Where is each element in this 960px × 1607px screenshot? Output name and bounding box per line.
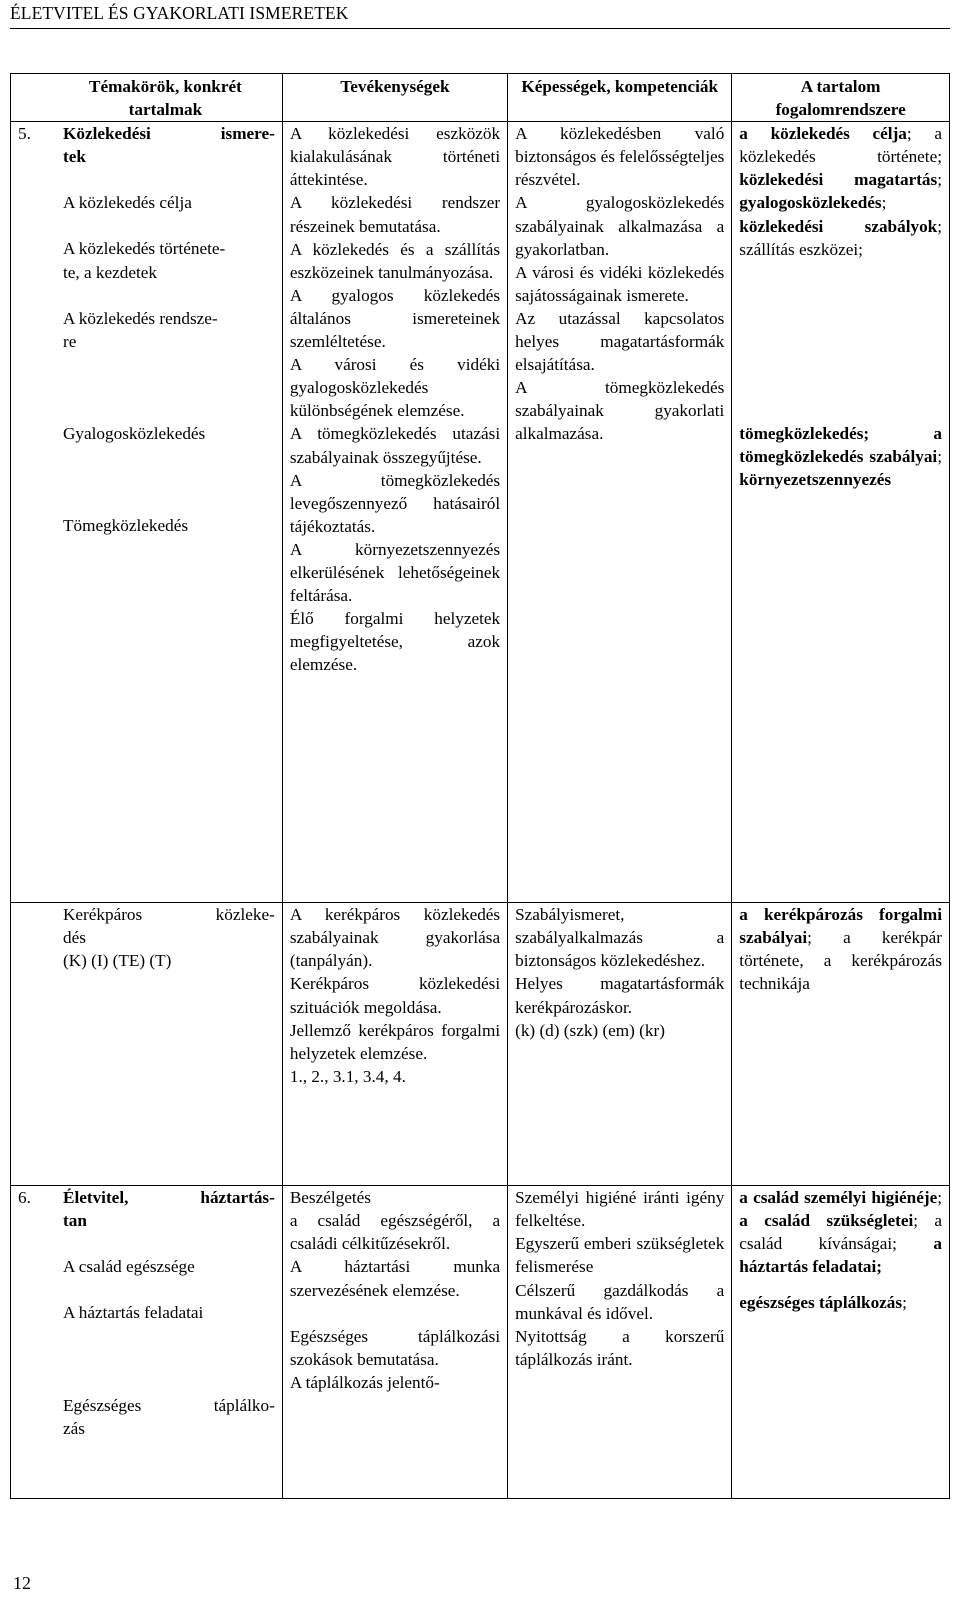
- topic-cell: [11, 1186, 283, 1499]
- table-row: [11, 1186, 950, 1499]
- column-header-skills: Képességek, kompetenciák: [508, 74, 732, 122]
- activity-item: A városi és vidéki gyalogosközlekedés különbségének elemzése.: [289, 355, 501, 421]
- activity-item: Élő forgalmi helyzetek megfigyeltetése, azok elemzése.: [289, 609, 501, 675]
- concepts-cell: [732, 1186, 950, 1499]
- skill-item: A gyalogosközlekedés szabályainak alkalmazása a gyakorlatban.: [515, 193, 725, 259]
- activity-item: A közlekedési eszközök kialakulásának történeti áttekintése.: [289, 124, 501, 190]
- activity-item: A gyalogos közlekedés általános ismereteinek szemléltetése.: [289, 285, 501, 352]
- skill-item: Szabályismeret, szabályalkalmazás a biztonságos közlekedéshez.: [515, 905, 725, 971]
- header-rule: [10, 28, 950, 29]
- page-number: 12: [13, 1573, 31, 1593]
- skills-cell: [508, 1186, 732, 1499]
- topic-item: A közlekedés célja: [63, 193, 192, 213]
- activity-item: A tömegközlekedés levegőszennyező hatásairól tájékoztatás.: [289, 470, 501, 536]
- concept-text: [739, 903, 942, 995]
- topic-item-cont: zás: [63, 1418, 85, 1438]
- concept-text: [739, 422, 942, 491]
- concept-text-plain: a kerékpár története, a kerékpározás technikája: [739, 928, 943, 994]
- table-row: [11, 122, 950, 903]
- topic-cell: [11, 903, 283, 1186]
- topic-title-cont: tan: [63, 1211, 87, 1231]
- concept-text: [739, 122, 942, 261]
- topic-number: 6.: [18, 1188, 31, 1208]
- skills-cell: [508, 903, 732, 1186]
- concepts-cell: [732, 122, 950, 903]
- column-header-activities: Tevékenységek: [282, 74, 507, 122]
- concept-term: közlekedési szabályok: [739, 216, 938, 236]
- concept-text-plain: ;: [807, 928, 812, 948]
- topic-item: Kerékpáros közleke-: [63, 905, 275, 925]
- activity-item: A háztartási munka szervezésének elemzése.: [289, 1257, 501, 1300]
- concept-term: egészséges táplálkozás: [739, 1292, 903, 1312]
- concept-text-plain: a család kívánságai;: [739, 1211, 943, 1254]
- topic-number: 5.: [18, 124, 31, 144]
- concept-text-plain: ;: [913, 1211, 919, 1231]
- topic-item-cont: dés: [63, 928, 86, 948]
- activity-item: A közlekedési rendszer részeinek bemutatása.: [289, 193, 501, 236]
- concept-text-plain: ; a közlekedés története;: [739, 124, 942, 167]
- concept-text-plain: ;: [937, 446, 942, 466]
- skill-item: (k) (d) (szk) (em) (kr): [515, 1020, 665, 1040]
- skill-item: Helyes magatartásformák kerékpározáskor.: [515, 974, 725, 1017]
- activity-item: A tömegközlekedés utazási szabályainak összegyűjtése.: [289, 424, 501, 467]
- activities-cell: [282, 122, 507, 903]
- skills-cell: [508, 122, 732, 903]
- concept-text: [739, 1291, 942, 1314]
- concept-term: gyalogosközlekedés: [739, 193, 882, 213]
- concept-text: [739, 1186, 942, 1278]
- concept-term: a család személyi higiénéje: [739, 1188, 938, 1208]
- topic-item: A család egészsége: [63, 1257, 195, 1277]
- skill-item: A városi és vidéki közlekedés sajátosságainak ismerete.: [515, 262, 725, 305]
- topic-item: Egészséges táplálko-: [63, 1395, 275, 1415]
- skill-item: Nyitottság a korszerű táplálkozás iránt.: [515, 1326, 725, 1369]
- topic-title: Közlekedési ismere-: [63, 124, 275, 144]
- topic-item: A háztartás feladatai: [63, 1303, 204, 1323]
- concept-text-plain: ;: [937, 1188, 942, 1208]
- concept-term: közlekedési magatartás: [739, 170, 938, 190]
- concept-term: a család szükségletei: [739, 1211, 914, 1231]
- concept-term: a háztartás feladatai;: [739, 1234, 942, 1277]
- concept-term: környezetszennyezés: [739, 469, 892, 489]
- activity-item: A táplálkozás jelentő-: [289, 1372, 440, 1392]
- topic-item-cont: re: [63, 331, 77, 351]
- activities-cell: [282, 1186, 507, 1499]
- topic-item: Gyalogosközlekedés: [63, 423, 206, 443]
- skill-item: Célszerű gazdálkodás a munkával és idővel.: [515, 1280, 725, 1323]
- concept-term: a közlekedés célja: [739, 124, 907, 144]
- topic-item: Tömegközlekedés: [63, 515, 189, 535]
- activity-item: a család egészségéről, a családi célkitűzésekről.: [289, 1211, 501, 1254]
- skill-item: A tömegközlekedés szabályainak gyakorlati alkalmazása.: [515, 378, 725, 444]
- concept-text-plain: ;: [937, 216, 942, 236]
- table-header-row: [11, 74, 950, 122]
- topic-item: (K) (I) (TE) (T): [63, 951, 172, 971]
- activities-cell: [282, 903, 507, 1186]
- concept-text-plain: ;: [937, 170, 942, 190]
- skill-item: Személyi higiéné iránti igény felkeltése.: [515, 1188, 725, 1231]
- activity-item: 1., 2., 3.1, 3.4, 4.: [289, 1066, 406, 1086]
- topic-title: Életvitel, háztartás-: [63, 1188, 275, 1208]
- concept-text-plain: szállítás eszközei;: [739, 239, 863, 259]
- activity-item: Egészséges táplálkozási szokások bemutatása.: [289, 1326, 501, 1369]
- topic-item-cont: te, a kezdetek: [63, 262, 157, 282]
- activity-item: A kerékpáros közlekedés szabályainak gyakorlása (tanpályán).: [289, 905, 501, 971]
- column-header-concepts: A tartalom fogalomrendszere: [732, 74, 950, 122]
- curriculum-table: [10, 73, 950, 1499]
- concept-text-plain: ;: [881, 193, 887, 213]
- concept-text-plain: ;: [902, 1292, 907, 1312]
- topic-item: A közlekedés rendsze-: [63, 308, 218, 328]
- activity-item: A közlekedés és a szállítás eszközeinek tanulmányozása.: [289, 239, 501, 282]
- page-header-title: ÉLETVITEL ÉS GYAKORLATI ISMERETEK: [10, 3, 349, 23]
- skill-item: Egyszerű emberi szükségletek felismerése: [515, 1234, 725, 1277]
- activity-item: Jellemző kerékpáros forgalmi helyzetek elemzése.: [289, 1020, 501, 1063]
- activity-item: Kerékpáros közlekedési szituációk megoldása.: [289, 974, 501, 1017]
- skill-item: A közlekedésben való biztonságos és felelősségteljes részvétel.: [515, 124, 725, 190]
- table-row: [11, 903, 950, 1186]
- activity-item: Beszélgetés: [289, 1188, 371, 1208]
- topic-title-cont: tek: [63, 147, 86, 167]
- concept-term: tömegközlekedés;: [739, 423, 870, 443]
- topic-cell: [11, 122, 283, 903]
- topic-item: A közlekedés története-: [63, 239, 226, 259]
- column-header-topics: Témakörök, konkrét tartalmak: [11, 74, 283, 122]
- concept-term: a kerékpározás forgalmi szabályai: [739, 905, 942, 948]
- skill-item: Az utazással kapcsolatos helyes magatartásformák elsajátítása.: [515, 308, 725, 375]
- concepts-cell: [732, 903, 950, 1186]
- concept-term: a tömegközlekedés szabályai: [739, 423, 942, 466]
- activity-item: A környezetszennyezés elkerülésének lehetőségeinek feltárása.: [289, 539, 501, 606]
